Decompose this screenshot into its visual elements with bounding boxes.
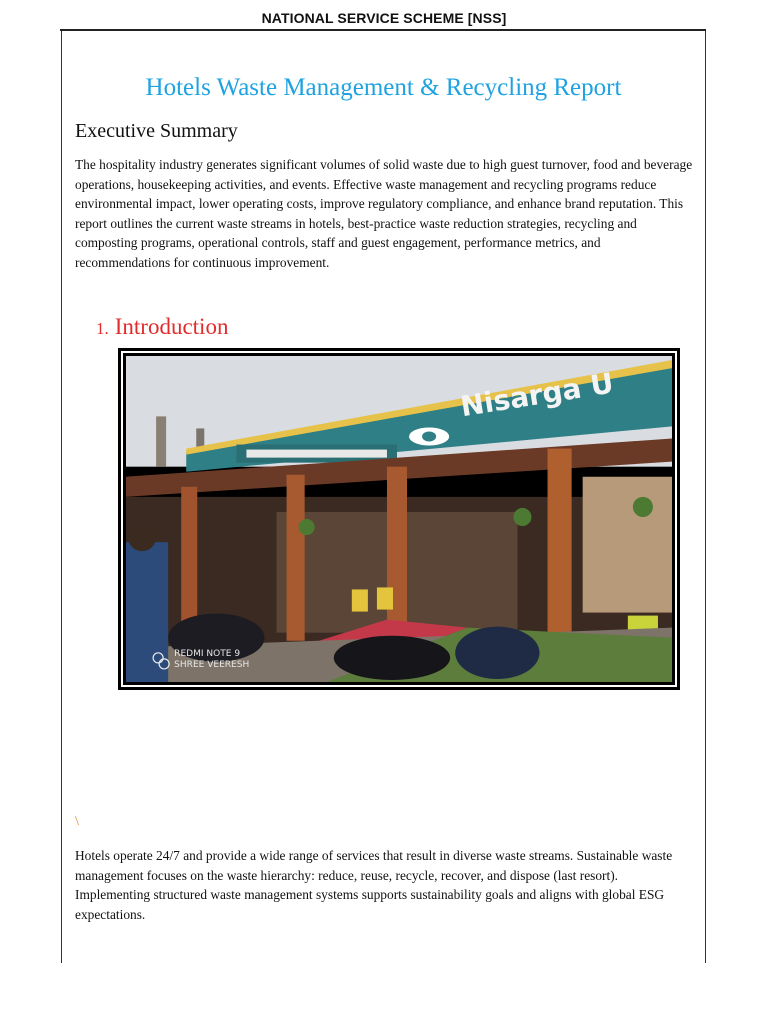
hanging-plant — [633, 497, 653, 517]
chair — [377, 587, 393, 609]
restaurant-photo — [118, 348, 680, 690]
running-header: NATIONAL SERVICE SCHEME [NSS] — [261, 10, 507, 26]
restaurant-photo-image — [126, 356, 672, 682]
introduction-text: Hotels operate 24/7 and provide a wide range of services that result in diverse waste streams. Sustainable waste management focuses on the waste hierarchy: reduce, reuse, recycle, recover, and dispose (last resort). Implementing structured waste management systems supports sustainability goals and aligns with global ESG expectations. — [75, 848, 673, 922]
header-rule — [60, 29, 706, 31]
hanging-plant — [513, 508, 531, 526]
page-border-left — [61, 31, 62, 963]
executive-summary-text: The hospitality industry generates significant volumes of solid waste due to high guest turnover, food and beverage operations, housekeeping activities, and events. Effective waste management and recycling programs reduce environmental impact, lower operating costs, improve regulatory compliance, and enhance brand reputation. This report outlines the current waste streams in hotels, best-practice waste reduction strategies, recycling and composting programs, operational controls, staff and guest engagement, performance metrics, and recommendations for continuous improvement. — [75, 157, 693, 270]
section-heading-introduction — [96, 314, 228, 341]
person-head — [128, 523, 156, 551]
signboard-text: Nisarga U — [458, 366, 616, 424]
page-border-right — [705, 31, 706, 963]
motorcycle — [334, 636, 450, 680]
section-number: 1. — [96, 319, 109, 338]
bamboo-blind — [583, 477, 672, 613]
scooter-blue — [455, 627, 539, 679]
executive-summary-heading: Executive Summary — [75, 120, 238, 142]
watermark-line-2: SHREE VEERESH — [174, 659, 250, 670]
watermark-line-1: REDMI NOTE 9 — [174, 648, 241, 659]
section-title: Introduction — [114, 314, 229, 339]
pillar — [181, 487, 197, 638]
distant-building — [156, 416, 166, 466]
chair — [352, 589, 368, 611]
hanging-plant — [299, 519, 315, 535]
stray-mark: \ — [75, 814, 79, 829]
photo-inner-border — [121, 351, 677, 687]
pillar — [548, 449, 572, 645]
signboard-logo-eye — [422, 431, 436, 441]
pillar — [287, 475, 305, 641]
document-title: Hotels Waste Management & Recycling Report — [145, 74, 622, 101]
pillar — [387, 467, 407, 643]
kannada-sign-lettering — [246, 450, 387, 458]
